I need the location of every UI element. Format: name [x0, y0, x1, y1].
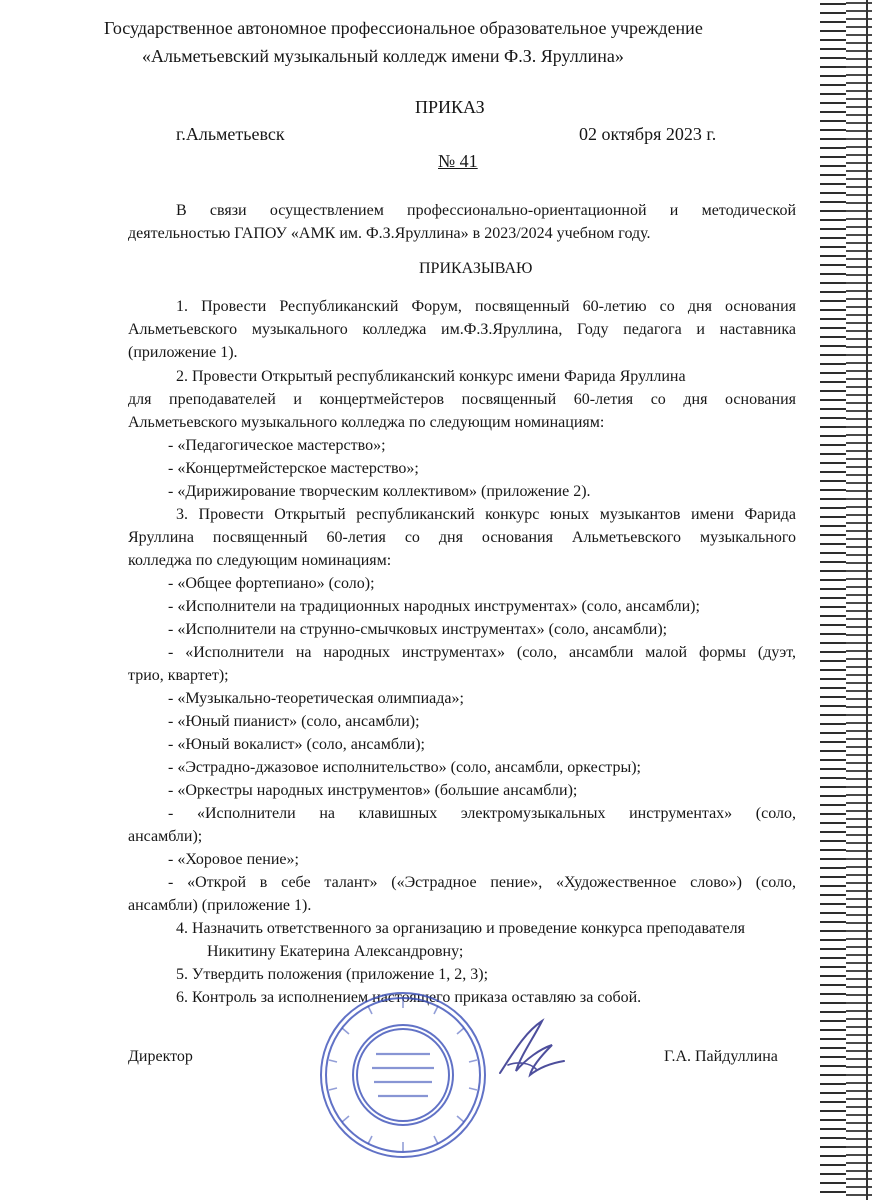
order-text-line: Альметьевского музыкального колледжа по следующим номинациям:: [128, 414, 605, 431]
header-org-line2: «Альметьевский музыкальный колледж имени Ф.З. Яруллина»: [142, 46, 624, 66]
nomination-item: - «Исполнители на клавишных электромузыкальных инструментах» (соло,: [168, 805, 796, 822]
seal-stamp-icon: [318, 990, 488, 1160]
preamble-line-1: В связи осуществлением профессионально-ориентационной и методической: [176, 202, 796, 219]
order-text-line: Яруллина посвященный 60-летия со дня основания Альметьевского музыкального: [128, 529, 796, 546]
nomination-item: - «Юный вокалист» (соло, ансамбли);: [168, 736, 425, 753]
order-city: г.Альметьевск: [176, 124, 285, 144]
signature-icon: [490, 1015, 570, 1085]
nomination-item: - «Дирижирование творческим коллективом» (приложение 2).: [168, 483, 591, 500]
order-item-4: 4. Назначить ответственного за организацию и проведение конкурса преподавателя: [176, 920, 745, 937]
nomination-item: - «Концертмейстерское мастерство»;: [168, 460, 419, 477]
nomination-item: - «Педагогическое мастерство»;: [168, 437, 386, 454]
order-item-2: 2. Провести Открытый республиканский конкурс имени Фарида Яруллина: [176, 368, 686, 385]
order-item-1: 1. Провести Республиканский Форум, посвященный 60-летию со дня основания: [176, 298, 796, 315]
signature-name: Г.А. Пайдуллина: [664, 1048, 778, 1065]
preamble-line-2: деятельностью ГАПОУ «АМК им. Ф.З.Яруллина» в 2023/2024 учебном году.: [128, 225, 651, 242]
command-word: ПРИКАЗЫВАЮ: [419, 260, 533, 277]
nomination-item: - «Исполнители на народных инструментах» (соло, ансамбли малой формы (дуэт,: [168, 644, 796, 661]
order-item-5: 5. Утвердить положения (приложение 1, 2, 3);: [176, 966, 489, 983]
nomination-item: - «Открой в себе талант» («Эстрадное пение», «Художественное слово») (соло,: [168, 874, 796, 891]
nomination-item: - «Юный пианист» (соло, ансамбли);: [168, 713, 420, 730]
order-item-6: 6. Контроль за исполнением настоящего приказа оставляю за собой.: [176, 989, 642, 1006]
order-date: 02 октября 2023 г.: [579, 124, 717, 144]
signature-position: Директор: [128, 1048, 193, 1065]
nomination-item: - «Хоровое пение»;: [168, 851, 299, 868]
order-text-line: для преподавателей и концертмейстеров посвященный 60-летия со дня основания: [128, 391, 796, 408]
nomination-item: - «Эстрадно-джазовое исполнительство» (соло, ансамбли, оркестры);: [168, 759, 641, 776]
nomination-item: - «Исполнители на традиционных народных инструментах» (соло, ансамбли);: [168, 598, 700, 615]
order-text-line: колледжа по следующим номинациям:: [128, 552, 392, 569]
order-item-3: 3. Провести Открытый республиканский конкурс юных музыкантов имени Фарида: [176, 506, 796, 523]
nomination-item: - «Исполнители на струнно-смычковых инструментах» (соло, ансамбли);: [168, 621, 668, 638]
nomination-item: - «Общее фортепиано» (соло);: [168, 575, 375, 592]
nomination-item: - «Музыкально-теоретическая олимпиада»;: [168, 690, 464, 707]
order-text-line: (приложение 1).: [128, 344, 238, 361]
order-text-line: Альметьевского музыкального колледжа им.Ф.З.Яруллина, Году педагога и наставника: [128, 321, 796, 338]
scan-edge-binding: [820, 0, 872, 1200]
order-number: № 41: [438, 151, 478, 171]
order-text-line: ансамбли);: [128, 828, 203, 845]
order-text-line: Никитину Екатерина Александровну;: [207, 943, 464, 960]
nomination-item: - «Оркестры народных инструментов» (большие ансамбли);: [168, 782, 578, 799]
header-org-line1: Государственное автономное профессиональное образовательное учреждение: [104, 18, 703, 38]
order-text-line: трио, квартет);: [128, 667, 229, 684]
order-text-line: ансамбли) (приложение 1).: [128, 897, 312, 914]
order-title: ПРИКАЗ: [415, 97, 485, 117]
